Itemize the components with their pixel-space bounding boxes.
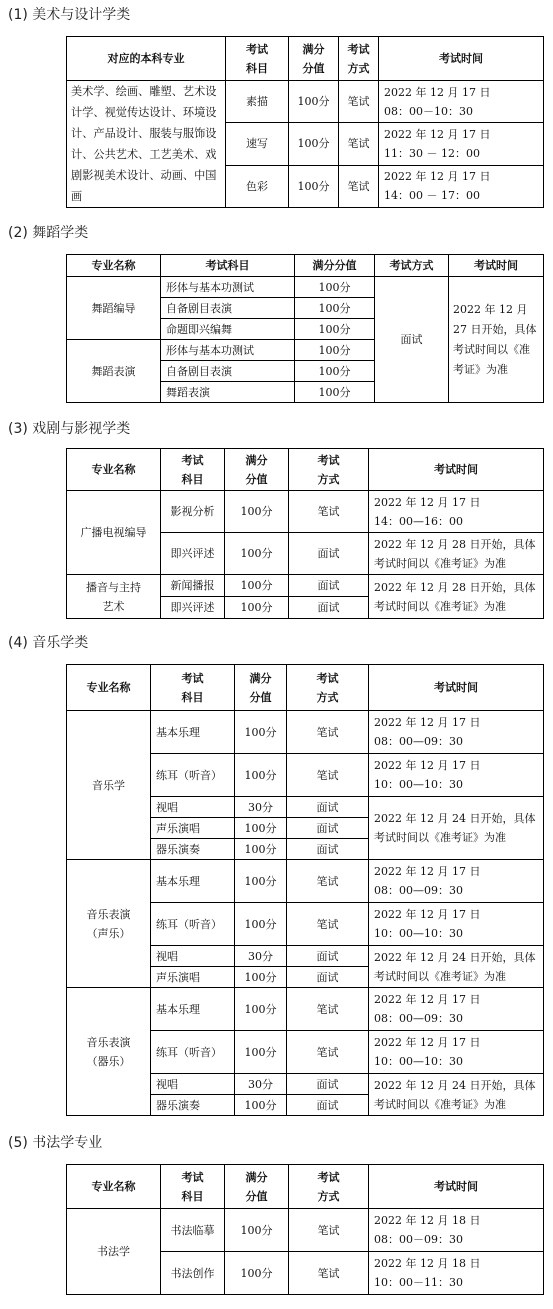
section-2-title: (2) 舞蹈学类 bbox=[8, 225, 89, 241]
major-cell: 播音与主持 艺术 bbox=[67, 575, 161, 619]
subject-cell: 书法创作 bbox=[161, 1252, 225, 1295]
subject-cell: 形体与基本功测试 bbox=[161, 277, 295, 298]
method-cell: 笔试 bbox=[339, 81, 379, 123]
time-cell: 2022 年 12 月 17 日 10：00—10：30 bbox=[369, 1031, 544, 1074]
major-cell: 舞蹈编导 bbox=[67, 277, 161, 340]
subject-cell: 舞蹈表演 bbox=[161, 382, 295, 403]
subject-cell: 练耳（听音） bbox=[151, 903, 235, 946]
header-subject: 考试 科目 bbox=[226, 37, 289, 81]
table-row bbox=[67, 491, 544, 533]
table-row bbox=[67, 860, 544, 903]
score-cell: 100分 bbox=[235, 818, 287, 839]
time-cell: 2022 年 12 月 17 日 08：00—09：30 bbox=[369, 860, 544, 903]
subject-cell: 视唱 bbox=[151, 797, 235, 818]
major-cell: 舞蹈表演 bbox=[67, 340, 161, 403]
subject-cell: 声乐演唱 bbox=[151, 967, 235, 988]
table-row bbox=[67, 711, 544, 754]
subject-cell: 练耳（听音） bbox=[151, 754, 235, 797]
score-cell: 100分 bbox=[225, 597, 289, 619]
subject-cell: 基本乐理 bbox=[151, 711, 235, 754]
time-cell: 2022 年 12 月 24 日开始，具体 考试时间以《准考证》为准 bbox=[369, 946, 544, 988]
method-cell: 面试 bbox=[289, 533, 369, 575]
score-cell: 100分 bbox=[295, 340, 375, 361]
header-subject: 考试科目 bbox=[161, 255, 295, 277]
subject-cell: 器乐演奏 bbox=[151, 1095, 235, 1116]
score-cell: 100分 bbox=[289, 81, 339, 123]
time-cell: 2022 年 12 月 28 日开始，具体 考试时间以《准考证》为准 bbox=[369, 575, 544, 619]
score-cell: 100分 bbox=[235, 754, 287, 797]
method-cell: 面试 bbox=[289, 575, 369, 597]
subject-cell: 即兴评述 bbox=[161, 533, 225, 575]
header-major: 专业名称 bbox=[67, 449, 161, 491]
time-cell: 2022 年 12 月 17 日 11：30 － 12：00 bbox=[379, 123, 544, 165]
major-list-cell: 美术学、绘画、雕塑、艺术设计学、视觉传达设计、环境设计、产品设计、服装与服饰设计、公共艺术、工艺美术、戏剧影视美术设计、动画、中国画 bbox=[67, 81, 226, 208]
score-cell: 30分 bbox=[235, 946, 287, 967]
table-header-row bbox=[67, 37, 544, 81]
score-cell: 100分 bbox=[235, 860, 287, 903]
header-method: 考试 方式 bbox=[289, 1165, 369, 1209]
method-cell: 笔试 bbox=[287, 903, 369, 946]
score-cell: 30分 bbox=[235, 1074, 287, 1095]
table-row bbox=[67, 81, 544, 123]
score-cell: 100分 bbox=[225, 533, 289, 575]
subject-cell: 素描 bbox=[226, 81, 289, 123]
table-header-row bbox=[67, 255, 544, 277]
subject-cell: 自备剧目表演 bbox=[161, 298, 295, 319]
score-cell: 100分 bbox=[225, 575, 289, 597]
method-cell: 笔试 bbox=[339, 165, 379, 207]
header-time: 考试时间 bbox=[379, 37, 544, 81]
method-cell: 笔试 bbox=[287, 711, 369, 754]
subject-cell: 声乐演唱 bbox=[151, 818, 235, 839]
score-cell: 100分 bbox=[295, 382, 375, 403]
time-cell: 2022 年 12 月 17 日 10：00—10：30 bbox=[369, 903, 544, 946]
subject-cell: 视唱 bbox=[151, 1074, 235, 1095]
header-score: 满分 分值 bbox=[289, 37, 339, 81]
method-cell: 面试 bbox=[287, 797, 369, 818]
subject-cell: 基本乐理 bbox=[151, 860, 235, 903]
header-time: 考试时间 bbox=[369, 449, 544, 491]
subject-cell: 影视分析 bbox=[161, 491, 225, 533]
time-cell: 2022 年 12 月 18 日 10：00－11：30 bbox=[369, 1252, 544, 1295]
header-major: 专业名称 bbox=[67, 665, 151, 711]
section-5-title: (5) 书法学专业 bbox=[8, 1135, 103, 1151]
score-cell: 100分 bbox=[235, 839, 287, 860]
method-cell: 笔试 bbox=[289, 1252, 369, 1295]
score-cell: 100分 bbox=[295, 361, 375, 382]
header-method: 考试 方式 bbox=[339, 37, 379, 81]
art-design-exam-table bbox=[66, 36, 544, 208]
header-subject: 考试 科目 bbox=[151, 665, 235, 711]
method-cell: 笔试 bbox=[339, 123, 379, 165]
time-cell: 2022 年 12 月 24 日开始，具体 考试时间以《准考证》为准 bbox=[369, 797, 544, 860]
table-row bbox=[67, 575, 544, 597]
method-cell: 面试 bbox=[287, 1095, 369, 1116]
subject-cell: 器乐演奏 bbox=[151, 839, 235, 860]
major-cell: 音乐表演 （器乐） bbox=[67, 988, 151, 1116]
time-cell: 2022 年 12 月 18 日 08：00－09：30 bbox=[369, 1209, 544, 1252]
subject-cell: 书法临摹 bbox=[161, 1209, 225, 1252]
subject-cell: 练耳（听音） bbox=[151, 1031, 235, 1074]
time-cell: 2022 年 12 月 17 日 08：00—09：30 bbox=[369, 711, 544, 754]
subject-cell: 基本乐理 bbox=[151, 988, 235, 1031]
subject-cell: 速写 bbox=[226, 123, 289, 165]
method-cell: 面试 bbox=[287, 967, 369, 988]
score-cell: 100分 bbox=[235, 1095, 287, 1116]
method-cell: 面试 bbox=[287, 839, 369, 860]
table-row bbox=[67, 988, 544, 1031]
major-cell: 音乐表演 （声乐） bbox=[67, 860, 151, 988]
method-cell: 笔试 bbox=[289, 1209, 369, 1252]
section-3-title: (3) 戏剧与影视学类 bbox=[8, 421, 131, 437]
table-header-row bbox=[67, 449, 544, 491]
subject-cell: 即兴评述 bbox=[161, 597, 225, 619]
score-cell: 100分 bbox=[295, 319, 375, 340]
table-row bbox=[67, 277, 544, 298]
method-cell: 面试 bbox=[289, 597, 369, 619]
time-cell: 2022 年 12 月 24 日开始，具体 考试时间以《准考证》为准 bbox=[369, 1074, 544, 1116]
header-subject: 考试 科目 bbox=[161, 449, 225, 491]
score-cell: 100分 bbox=[289, 165, 339, 207]
major-cell: 书法学 bbox=[67, 1209, 161, 1295]
score-cell: 30分 bbox=[235, 797, 287, 818]
time-cell: 2022 年 12 月 17 日 10：00—10：30 bbox=[369, 754, 544, 797]
calligraphy-exam-table bbox=[66, 1164, 544, 1295]
score-cell: 100分 bbox=[295, 298, 375, 319]
score-cell: 100分 bbox=[295, 277, 375, 298]
subject-cell: 色彩 bbox=[226, 165, 289, 207]
section-4-title: (4) 音乐学类 bbox=[8, 635, 89, 651]
score-cell: 100分 bbox=[235, 903, 287, 946]
method-cell: 笔试 bbox=[287, 860, 369, 903]
score-cell: 100分 bbox=[225, 1209, 289, 1252]
method-cell: 笔试 bbox=[287, 1031, 369, 1074]
time-cell: 2022 年 12 月 17 日 14：00 － 17：00 bbox=[379, 165, 544, 207]
section-1-title: (1) 美术与设计学类 bbox=[8, 7, 131, 23]
major-cell: 音乐学 bbox=[67, 711, 151, 860]
header-major: 对应的本科专业 bbox=[67, 37, 226, 81]
header-time: 考试时间 bbox=[369, 1165, 544, 1209]
subject-cell: 命题即兴编舞 bbox=[161, 319, 295, 340]
time-cell: 2022 年 12 月 27 日开始，具体考试时间以《准考证》为准 bbox=[449, 277, 544, 403]
dance-exam-table bbox=[66, 254, 544, 403]
header-method: 考试 方式 bbox=[289, 449, 369, 491]
score-cell: 100分 bbox=[235, 967, 287, 988]
method-cell: 面试 bbox=[287, 946, 369, 967]
table-header-row bbox=[67, 1165, 544, 1209]
header-score: 满分 分值 bbox=[225, 449, 289, 491]
method-cell: 笔试 bbox=[289, 491, 369, 533]
header-method: 考试 方式 bbox=[287, 665, 369, 711]
header-major: 专业名称 bbox=[67, 255, 161, 277]
header-major: 专业名称 bbox=[67, 1165, 161, 1209]
score-cell: 100分 bbox=[289, 123, 339, 165]
header-time: 考试时间 bbox=[449, 255, 544, 277]
drama-film-exam-table bbox=[66, 448, 544, 619]
method-cell: 笔试 bbox=[287, 754, 369, 797]
score-cell: 100分 bbox=[235, 1031, 287, 1074]
header-score: 满分分值 bbox=[295, 255, 375, 277]
subject-cell: 视唱 bbox=[151, 946, 235, 967]
score-cell: 100分 bbox=[225, 491, 289, 533]
header-score: 满分 分值 bbox=[235, 665, 287, 711]
method-cell: 笔试 bbox=[287, 988, 369, 1031]
method-cell: 面试 bbox=[287, 818, 369, 839]
major-cell: 广播电视编导 bbox=[67, 491, 161, 575]
time-cell: 2022 年 12 月 17 日 14：00—16：00 bbox=[369, 491, 544, 533]
time-cell: 2022 年 12 月 28 日开始，具体 考试时间以《准考证》为准 bbox=[369, 533, 544, 575]
score-cell: 100分 bbox=[235, 988, 287, 1031]
header-subject: 考试 科目 bbox=[161, 1165, 225, 1209]
time-cell: 2022 年 12 月 17 日 08：00—09：30 bbox=[369, 988, 544, 1031]
header-method: 考试方式 bbox=[375, 255, 449, 277]
score-cell: 100分 bbox=[235, 711, 287, 754]
table-header-row bbox=[67, 665, 544, 711]
method-cell: 面试 bbox=[375, 277, 449, 403]
subject-cell: 形体与基本功测试 bbox=[161, 340, 295, 361]
table-row bbox=[67, 1209, 544, 1252]
subject-cell: 新闻播报 bbox=[161, 575, 225, 597]
method-cell: 面试 bbox=[287, 1074, 369, 1095]
score-cell: 100分 bbox=[225, 1252, 289, 1295]
time-cell: 2022 年 12 月 17 日 08：00－10：30 bbox=[379, 81, 544, 123]
header-time: 考试时间 bbox=[369, 665, 544, 711]
subject-cell: 自备剧目表演 bbox=[161, 361, 295, 382]
music-exam-table bbox=[66, 664, 544, 1116]
header-score: 满分 分值 bbox=[225, 1165, 289, 1209]
